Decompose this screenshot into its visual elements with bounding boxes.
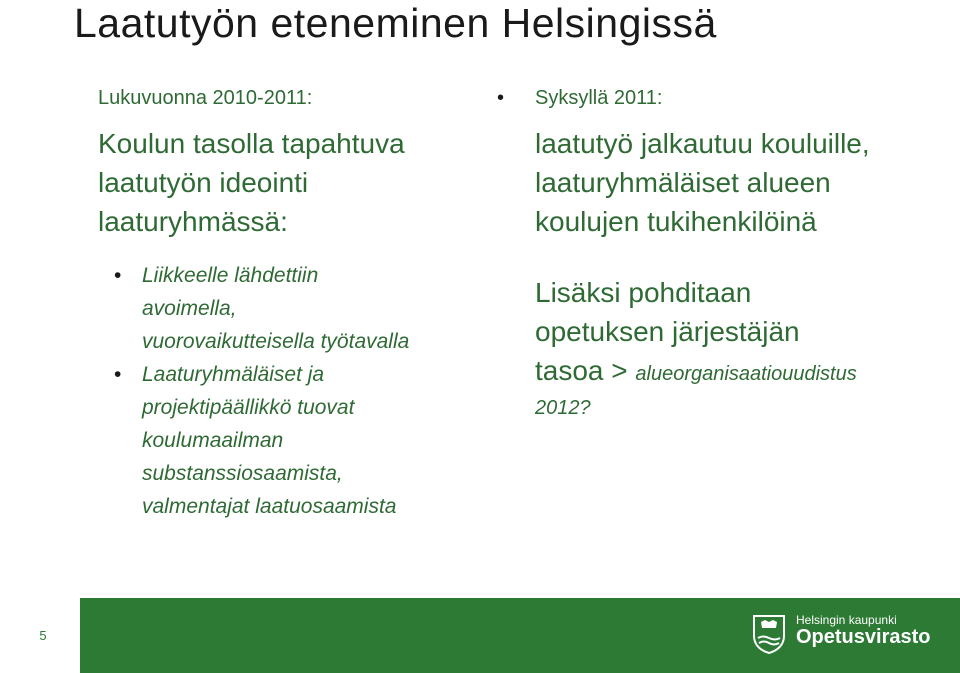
- tasoa-text: tasoa >: [535, 355, 628, 386]
- bullet-line: koulumaailman: [142, 429, 284, 452]
- right-para-2: [535, 273, 945, 422]
- right-para-line: koulujen tukihenkilöinä: [535, 206, 817, 237]
- left-column: [98, 86, 478, 523]
- right-para-line: laaturyhmäläiset alueen: [535, 167, 831, 198]
- left-heading: Lukuvuonna 2010-2011:: [98, 87, 313, 109]
- bullet-line: valmentajat laatuosaamista: [142, 495, 397, 518]
- bullet-line: vuorovaikutteisella työtavalla: [142, 330, 410, 353]
- right-para-line: opetuksen järjestäjän: [535, 316, 800, 347]
- bullet-icon: •: [497, 87, 505, 109]
- year-question: 2012?: [535, 397, 591, 419]
- left-intro: [98, 124, 478, 241]
- bullet-list: [98, 259, 478, 523]
- bullet-item: [100, 358, 478, 523]
- right-para-1: [535, 124, 945, 241]
- left-intro-line: Koulun tasolla tapahtuva: [98, 128, 405, 159]
- bullet-icon: •: [114, 363, 122, 386]
- right-para-line: laatutyö jalkautuu kouluille,: [535, 128, 870, 159]
- bullet-line: projektipäällikkö tuovat: [142, 396, 355, 419]
- bullet-line: substanssiosaamista,: [142, 462, 343, 485]
- bullet-line: avoimella,: [142, 297, 237, 320]
- right-para-line: Lisäksi pohditaan: [535, 277, 752, 308]
- helsinki-crest-icon: [752, 614, 786, 654]
- right-column: [535, 86, 945, 422]
- bullet-line: Liikkeelle lähdettiin: [142, 264, 319, 287]
- reform-text: alueorganisaatiouudistus: [635, 363, 857, 385]
- page-title: Laatutyön eteneminen Helsingissä: [74, 0, 717, 46]
- org-department: Opetusvirasto: [796, 626, 931, 648]
- left-intro-line: laaturyhmässä:: [98, 206, 288, 237]
- bullet-item: [100, 259, 478, 358]
- org-city: Helsingin kaupunki: [796, 613, 897, 627]
- slide-number: 5: [6, 598, 80, 673]
- bullet-icon: •: [114, 264, 122, 287]
- bullet-line: Laaturyhmäläiset ja: [142, 363, 325, 386]
- right-heading: Syksyllä 2011:: [535, 87, 663, 109]
- right-para-line: [535, 351, 945, 394]
- left-intro-line: laatutyön ideointi: [98, 167, 309, 198]
